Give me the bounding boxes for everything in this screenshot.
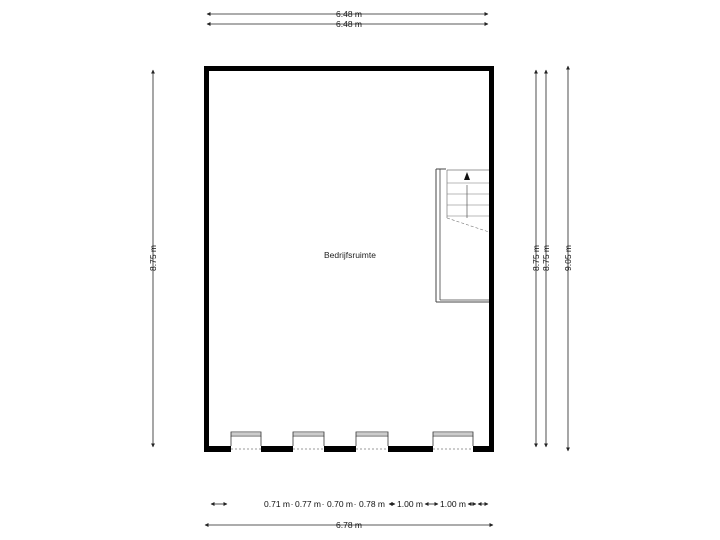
window-4 xyxy=(433,432,473,449)
window-3 xyxy=(356,432,388,449)
stair-opening xyxy=(436,169,489,302)
right-dimension-3 xyxy=(563,66,573,451)
room-label: Bedrijfsruimte xyxy=(324,250,376,260)
right-dimension-label-3: 9.05 m xyxy=(563,245,573,271)
svg-text:·: · xyxy=(321,499,325,509)
stair-direction-arrow-icon xyxy=(464,172,470,180)
window-2 xyxy=(293,432,324,449)
top-dimension-1 xyxy=(207,9,488,19)
bottom-total-label: 6.78 m xyxy=(336,520,362,530)
window-1 xyxy=(231,432,261,449)
bottom-segment-label-6: 1.00 m xyxy=(440,499,466,509)
bottom-segment-label-2: 0.77 m xyxy=(295,499,321,509)
bottom-total-dimension xyxy=(205,520,493,530)
bottom-segment-label-4: 0.78 m xyxy=(359,499,385,509)
right-dimension-1 xyxy=(531,70,541,447)
left-dimension-label: 8.75 m xyxy=(148,245,158,271)
staircase xyxy=(447,170,489,232)
left-dimension xyxy=(148,70,158,447)
top-dimension-2 xyxy=(207,19,488,29)
top-dimension-label-1: 6.48 m xyxy=(336,9,362,19)
svg-text:·: · xyxy=(353,499,357,509)
bottom-segment-label-1: 0.71 m xyxy=(264,499,290,509)
bottom-segment-dimensions xyxy=(211,499,488,509)
right-dimension-label-1: 8.75 m xyxy=(531,245,541,271)
bottom-segment-label-5: 1.00 m xyxy=(397,499,423,509)
svg-text:·: · xyxy=(290,499,294,509)
bottom-segment-label-3: 0.70 m xyxy=(327,499,353,509)
right-dimension-2 xyxy=(541,70,551,447)
top-dimension-label-2: 6.48 m xyxy=(336,19,362,29)
right-dimension-label-2: 8.75 m xyxy=(541,245,551,271)
